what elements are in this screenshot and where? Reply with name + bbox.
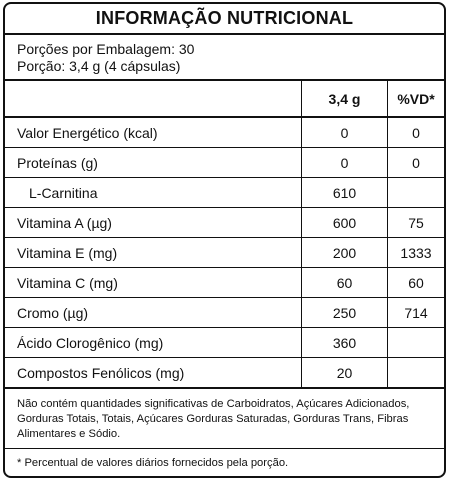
nutrient-name: Proteínas (g) (5, 148, 302, 178)
nutrition-facts-panel (3, 2, 446, 478)
header-name (5, 81, 302, 117)
nutrient-dv: 0 (388, 148, 445, 178)
header-dv: %VD* (388, 81, 445, 117)
nutrient-name: Valor Energético (kcal) (5, 117, 302, 148)
table-row (5, 328, 444, 358)
table-header-row (5, 81, 444, 117)
nutrient-dv: 1333 (388, 238, 445, 268)
nutrient-amount: 600 (302, 208, 388, 238)
nutrient-dv: 0 (388, 117, 445, 148)
nutrient-amount: 250 (302, 298, 388, 328)
nutrient-dv: 75 (388, 208, 445, 238)
table-row (5, 268, 444, 298)
table-row (5, 208, 444, 238)
serving-size: Porção: 3,4 g (4 cápsulas) (17, 58, 181, 74)
header-amount: 3,4 g (302, 81, 388, 117)
nutrient-amount: 20 (302, 358, 388, 389)
nutrient-name: Ácido Clorogênico (mg) (5, 328, 302, 358)
nutrient-dv: 60 (388, 268, 445, 298)
nutrient-amount: 60 (302, 268, 388, 298)
table-row (5, 117, 444, 148)
nutrient-amount: 360 (302, 328, 388, 358)
table-row (5, 178, 444, 208)
nutrient-name: Vitamina A (µg) (5, 208, 302, 238)
servings-per-package: Porções por Embalagem: 30 (17, 41, 195, 57)
nutrient-name: Vitamina E (mg) (5, 238, 302, 268)
nutrient-amount: 200 (302, 238, 388, 268)
nutrient-amount: 0 (302, 148, 388, 178)
nutrient-name: Cromo (µg) (5, 298, 302, 328)
nutrient-name: L-Carnitina (5, 178, 302, 208)
nutrient-dv (388, 178, 445, 208)
table-row (5, 358, 444, 389)
panel-title: INFORMAÇÃO NUTRICIONAL (5, 4, 444, 35)
nutrient-amount: 610 (302, 178, 388, 208)
daily-value-footnote: * Percentual de valores diários fornecidos pela porção. (17, 457, 289, 469)
nutrient-dv (388, 328, 445, 358)
table-row (5, 238, 444, 268)
nutrient-amount: 0 (302, 117, 388, 148)
nutrient-dv (388, 358, 445, 389)
nutrient-name: Vitamina C (mg) (5, 268, 302, 298)
nutrient-name: Compostos Fenólicos (mg) (5, 358, 302, 389)
nutrition-table (5, 81, 444, 389)
table-row (5, 298, 444, 328)
table-row (5, 148, 444, 178)
insignificant-amounts-note: Não contém quantidades significativas de Carboidratos, Açúcares Adicionados, Gorduras Totais, Totais, Açúcares Gorduras Saturadas, Gorduras Trans, Fibras Alimentares e Sódio. (5, 389, 444, 449)
nutrient-dv: 714 (388, 298, 445, 328)
serving-info (5, 35, 444, 81)
